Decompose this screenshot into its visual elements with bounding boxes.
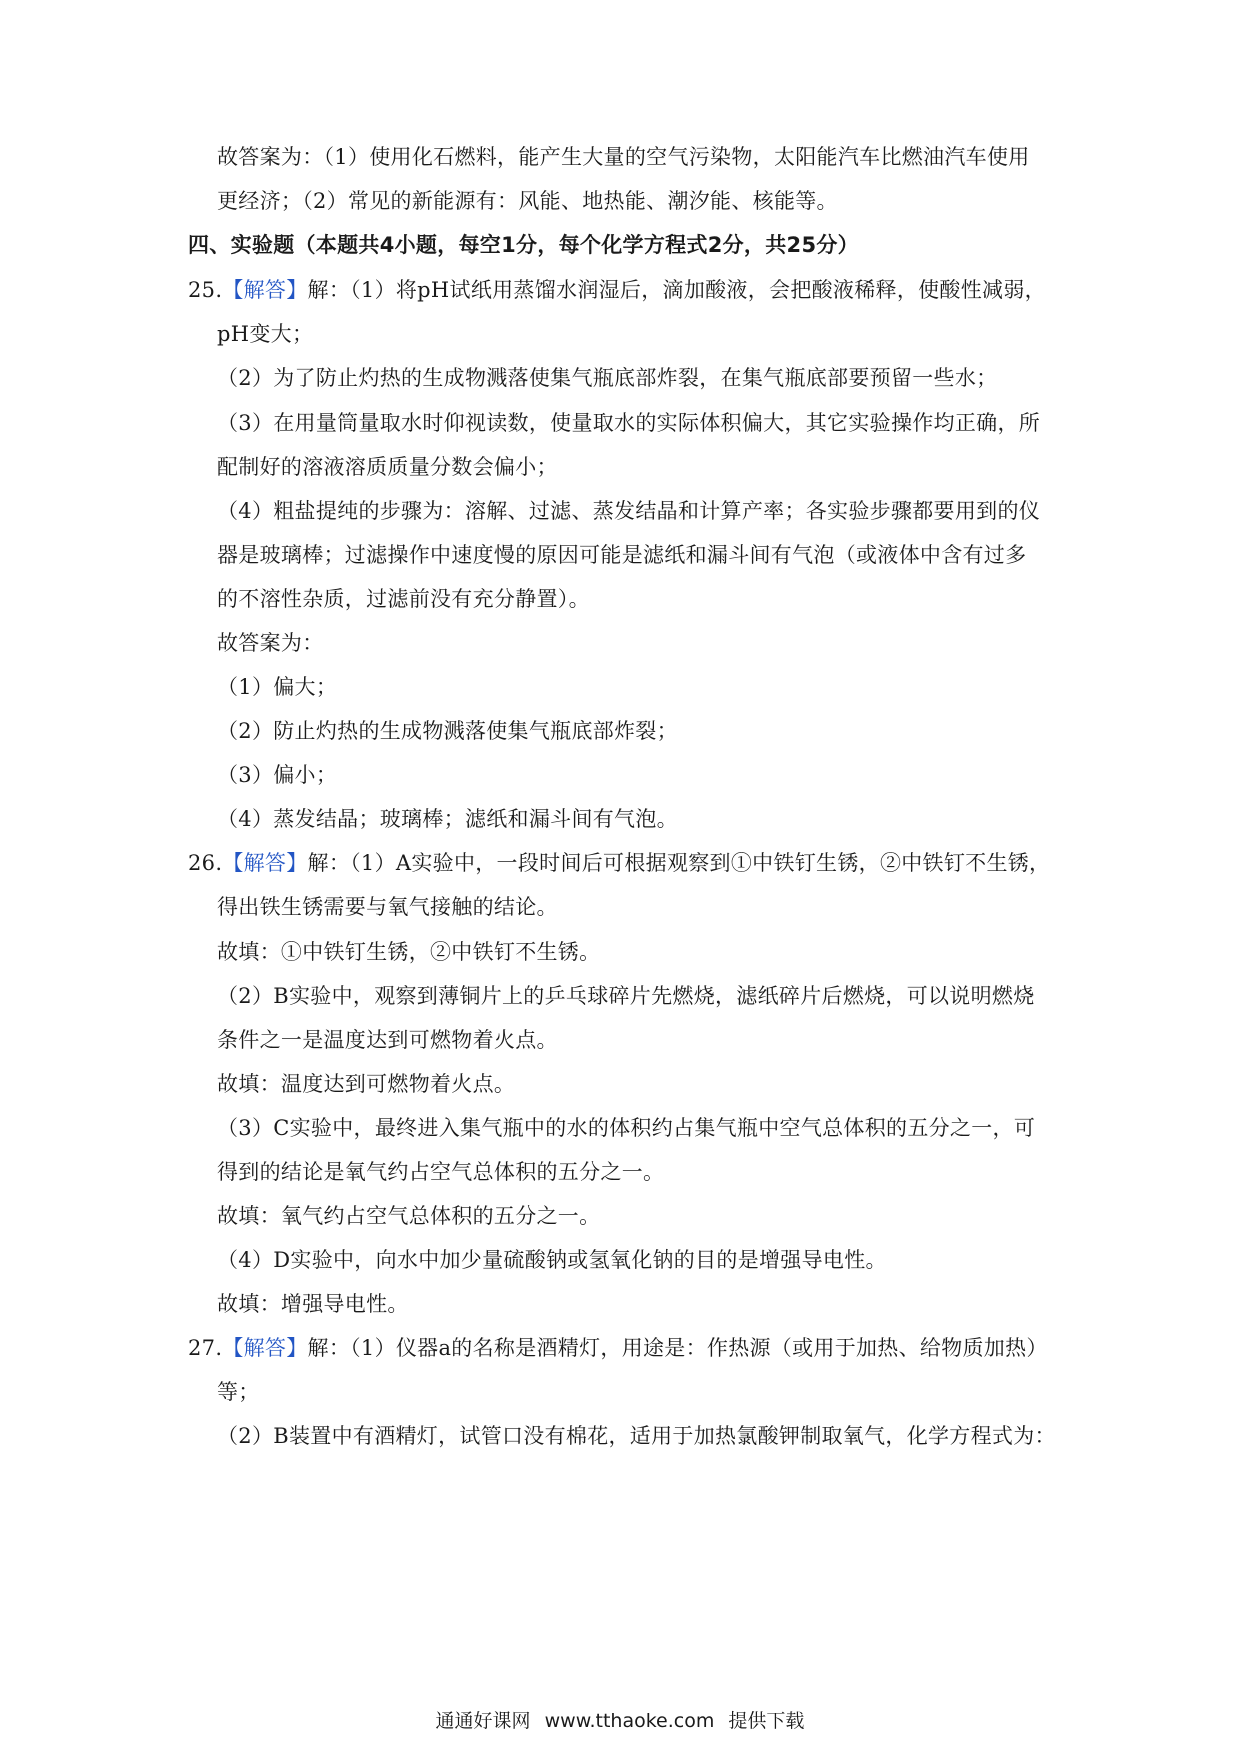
paragraph-line: 器是玻璃棒；过滤操作中速度慢的原因可能是滤纸和漏斗间有气泡（或液体中含有过多 (217, 543, 1027, 567)
paragraph-line: 条件之一是温度达到可燃物着火点。 (217, 1028, 558, 1052)
page-footer (0, 1706, 1240, 1733)
paragraph-line: 配制好的溶液溶质质量分数会偏小； (217, 455, 558, 479)
paragraph-line: 得出铁生锈需要与氧气接触的结论。 (217, 895, 558, 919)
paragraph-line: 故填：增强导电性。 (217, 1292, 409, 1316)
answer-text: 解：（1）将pH试纸用蒸馏水润湿后，滴加酸液，会把酸液稀释，使酸性减弱， (307, 278, 1046, 302)
paragraph-line: （4）D实验中，向水中加少量硫酸钠或氢氧化钠的目的是增强导电性。 (217, 1248, 887, 1272)
answer-text: 解：（1）仪器a的名称是酒精灯，用途是：作热源（或用于加热、给物质加热） (307, 1336, 1048, 1360)
paragraph-line: （2）B装置中有酒精灯，试管口没有棉花，适用于加热氯酸钾制取氧气，化学方程式为： (217, 1424, 1056, 1448)
paragraph-line: 等； (217, 1380, 260, 1404)
paragraph-line: 故答案为： (217, 631, 324, 655)
paragraph-line: （3）偏小； (217, 763, 338, 787)
answer-tag: 【解答】 (222, 278, 308, 302)
paragraph-line: （4）粗盐提纯的步骤为：溶解、过滤、蒸发结晶和计算产率；各实验步骤都要用到的仪 (217, 499, 1041, 523)
footer-site-name: 通通好课网 (435, 1710, 531, 1732)
paragraph-line: （3）在用量筒量取水时仰视读数，使量取水的实际体积偏大，其它实验操作均正确，所 (217, 411, 1041, 435)
paragraph-line: （2）防止灼热的生成物溅落使集气瓶底部炸裂； (217, 719, 678, 743)
question-26-first-line (188, 849, 1050, 877)
paragraph-line: 故填：温度达到可燃物着火点。 (217, 1072, 516, 1096)
paragraph-line: pH变大； (217, 322, 314, 346)
answer-tag: 【解答】 (222, 1336, 308, 1360)
paragraph-line: （2）为了防止灼热的生成物溅落使集气瓶底部炸裂，在集气瓶底部要预留一些水； (217, 366, 998, 390)
paragraph-line: （2）B实验中，观察到薄铜片上的乒乓球碎片先燃烧，滤纸碎片后燃烧，可以说明燃烧 (217, 984, 1035, 1008)
paragraph-line: 得到的结论是氧气约占空气总体积的五分之一。 (217, 1160, 665, 1184)
footer-url[interactable]: www.tthaoke.com (544, 1710, 715, 1732)
question-25-first-line (188, 276, 1046, 304)
paragraph-line: 的不溶性杂质，过滤前没有充分静置）。 (217, 587, 590, 611)
paragraph-line: （3）C实验中，最终进入集气瓶中的水的体积约占集气瓶中空气总体积的五分之一，可 (217, 1116, 1036, 1140)
question-number: 27. (188, 1336, 223, 1360)
question-number: 26. (188, 851, 223, 875)
answer-tag: 【解答】 (222, 851, 308, 875)
section-heading: 四、实验题（本题共4小题，每空1分，每个化学方程式2分，共25分） (188, 233, 859, 257)
paragraph-line: 故填：①中铁钉生锈，②中铁钉不生锈。 (217, 940, 601, 964)
paragraph-line: 故答案为：（1）使用化石燃料，能产生大量的空气污染物，太阳能汽车比燃油汽车使用 (217, 145, 1030, 169)
answer-text: 解：（1）A实验中，一段时间后可根据观察到①中铁钉生锈，②中铁钉不生锈， (307, 851, 1051, 875)
question-27-first-line (188, 1334, 1048, 1362)
footer-suffix: 提供下载 (728, 1710, 805, 1732)
paragraph-line: （4）蒸发结晶；玻璃棒；滤纸和漏斗间有气泡。 (217, 807, 678, 831)
question-number: 25. (188, 278, 223, 302)
paragraph-line: 故填：氧气约占空气总体积的五分之一。 (217, 1204, 601, 1228)
paragraph-line: 更经济；（2）常见的新能源有：风能、地热能、潮汐能、核能等。 (217, 189, 838, 213)
paragraph-line: （1）偏大； (217, 675, 338, 699)
